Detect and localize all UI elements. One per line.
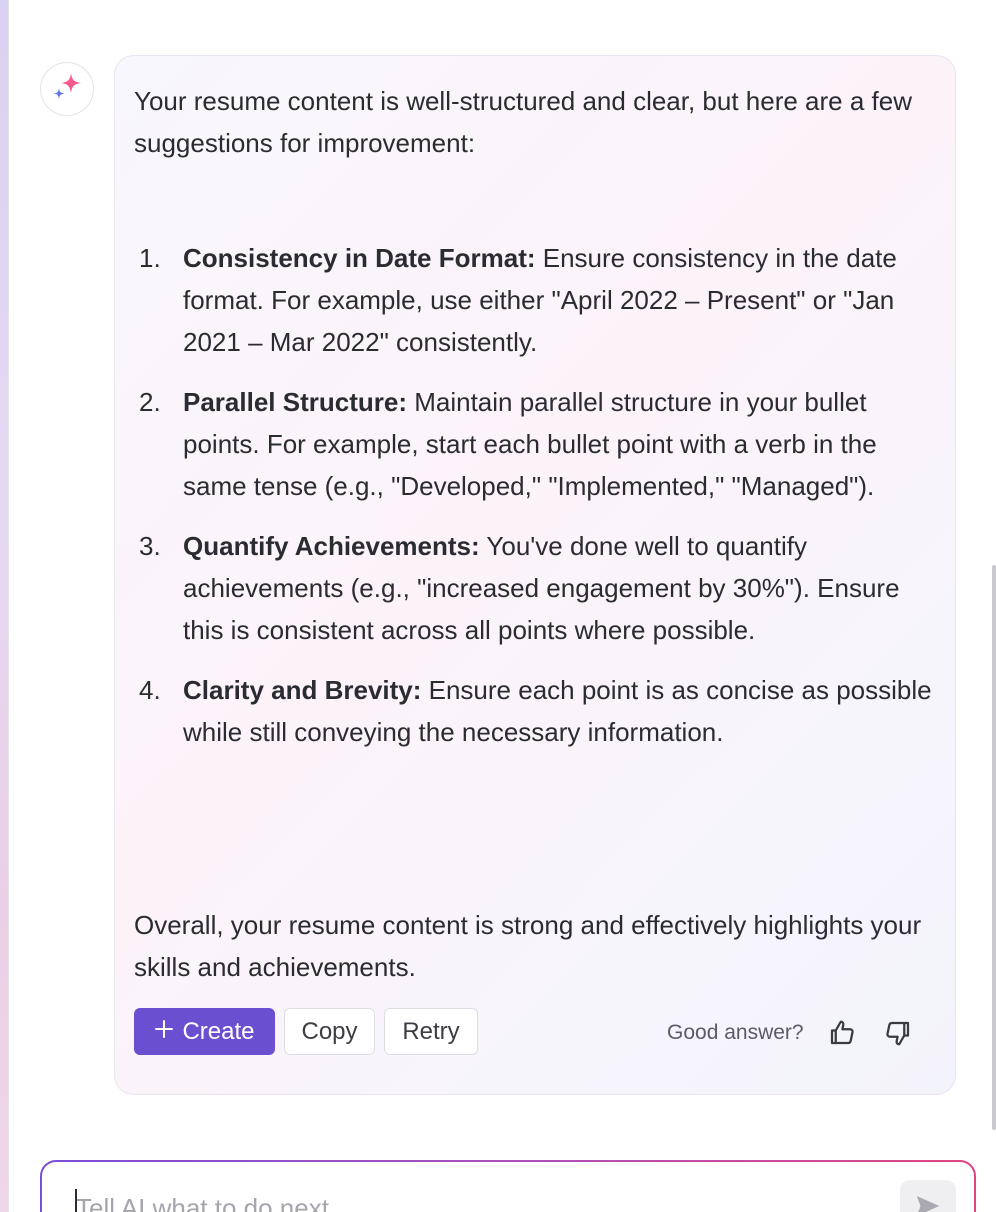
list-item-text: Ensure consistency in the date format. For example, use either "April 2022 – Present" or "Jan 2021 – Mar 2022" consistently. (183, 243, 897, 357)
list-item-number: 4. (139, 675, 161, 705)
suggestion-list (134, 237, 934, 771)
list-item (134, 669, 934, 753)
response-actions (134, 1008, 478, 1055)
prompt-input[interactable] (76, 1190, 856, 1212)
retry-button[interactable]: Retry (384, 1008, 478, 1055)
send-button[interactable] (900, 1180, 956, 1212)
list-item-title: Parallel Structure: (183, 387, 407, 417)
sidebar-edge (0, 0, 8, 1212)
list-item (134, 237, 934, 363)
prompt-composer (40, 1160, 976, 1212)
list-item-text: Ensure each point is as concise as possible while still conveying the necessary information. (183, 675, 932, 747)
list-item (134, 381, 934, 507)
response-outro: Overall, your resume content is strong and effectively highlights your skills and achievements. (134, 910, 922, 982)
response-intro: Your resume content is well-structured and clear, but here are a few suggestions for improvement: (134, 86, 913, 158)
list-item-number: 2. (139, 387, 161, 417)
create-button-label: Create (182, 1017, 255, 1045)
create-button[interactable] (134, 1008, 275, 1055)
list-item-title: Consistency in Date Format: (183, 243, 536, 273)
thumbs-up-icon[interactable] (826, 1017, 858, 1049)
copy-button[interactable]: Copy (284, 1008, 375, 1055)
list-item-text: Maintain parallel structure in your bullet points. For example, start each bullet point with a verb in the same tense (e.g., "Developed," "Implemented," "Managed"). (183, 387, 877, 501)
list-item-number: 1. (139, 243, 161, 273)
ai-avatar (40, 62, 94, 116)
ai-sparkle-icon (50, 70, 84, 109)
list-item-title: Quantify Achievements: (183, 531, 480, 561)
text-caret (75, 1189, 77, 1212)
thumbs-down-icon[interactable] (882, 1017, 914, 1049)
feedback-label: Good answer? (667, 1021, 804, 1044)
scrollbar-thumb[interactable] (992, 565, 996, 1130)
feedback-group (667, 1013, 914, 1053)
list-item-text: You've done well to quantify achievements (e.g., "increased engagement by 30%"). Ensure this is consistent across all points where possible. (183, 531, 900, 645)
list-item-number: 3. (139, 531, 161, 561)
list-item-title: Clarity and Brevity: (183, 675, 422, 705)
send-icon (913, 1191, 943, 1212)
plus-icon (154, 1018, 174, 1046)
sidebar-divider (8, 0, 9, 1212)
list-item (134, 525, 934, 651)
